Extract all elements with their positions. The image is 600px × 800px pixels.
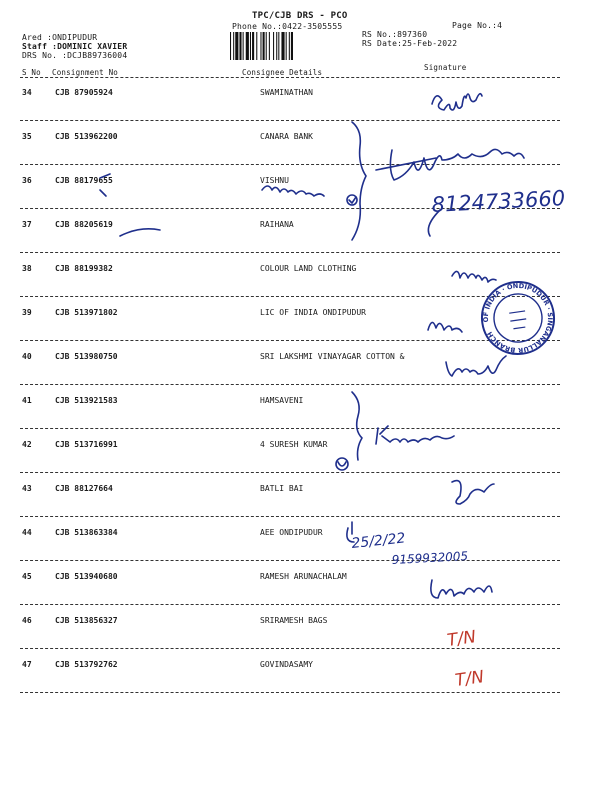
handwritten-phone-1: 8124733660 <box>431 186 566 217</box>
table-row <box>0 432 600 476</box>
row-sno: 37 <box>22 220 32 229</box>
row-sno: 34 <box>22 88 32 97</box>
row-consignment: CJB 513980750 <box>55 352 118 361</box>
row-consignment: CJB 513792762 <box>55 660 118 669</box>
row-sno: 41 <box>22 396 32 405</box>
row-sno: 40 <box>22 352 32 361</box>
phone-number: Phone No.:0422-3505555 <box>232 22 343 31</box>
row-consignee: SRI LAKSHMI VINAYAGAR COTTON & <box>260 352 405 361</box>
row-divider <box>20 340 560 341</box>
row-divider <box>20 164 560 165</box>
area-label: Ared :ONDIPUDUR <box>22 33 98 42</box>
row-consignee: CANARA BANK <box>260 132 313 141</box>
row-consignment: CJB 513921583 <box>55 396 118 405</box>
red-initials-row-47: T/N <box>453 667 486 691</box>
row-divider <box>20 692 560 693</box>
row-consignee: SWAMINATHAN <box>260 88 313 97</box>
row-divider <box>20 252 560 253</box>
table-row <box>0 80 600 124</box>
red-initials-row-46: T/N <box>445 627 478 651</box>
row-divider <box>20 560 560 561</box>
table-row <box>0 168 600 212</box>
col-header-consignment: Consignment No <box>52 68 119 77</box>
row-sno: 42 <box>22 440 32 449</box>
handwritten-date: 25/2/22 <box>350 530 407 552</box>
row-sno: 45 <box>22 572 32 581</box>
row-divider <box>20 472 560 473</box>
table-row <box>0 520 600 564</box>
table-row <box>0 344 600 388</box>
row-consignee: VISHNU <box>260 176 289 185</box>
drs-number: DRS No. :DCJB89736004 <box>22 51 128 60</box>
row-consignee: COLOUR LAND CLOTHING <box>260 264 357 273</box>
page-number: Page No.:4 <box>452 21 503 30</box>
col-header-sno: S No <box>22 68 41 77</box>
row-consignee: BATLI BAI <box>260 484 304 493</box>
row-consignment: CJB 513940680 <box>55 572 118 581</box>
row-consignee: HAMSAVENI <box>260 396 304 405</box>
row-consignment: CJB 513863384 <box>55 528 118 537</box>
row-divider <box>20 120 560 121</box>
col-header-consignee: Consignee Details <box>242 68 323 77</box>
header-divider <box>20 77 560 78</box>
row-consignment: CJB 88199382 <box>55 264 113 273</box>
row-divider <box>20 516 560 517</box>
table-row <box>0 476 600 520</box>
svg-text:OF INDIA · ONDIPUDUR · SINGANA: OF INDIA · ONDIPUDUR · SINGANALLUR BRANCH <box>481 281 555 355</box>
col-header-signature: Signature <box>424 63 467 72</box>
barcode <box>230 32 356 60</box>
table-row <box>0 608 600 652</box>
row-consignment: CJB 88205619 <box>55 220 113 229</box>
row-divider <box>20 296 560 297</box>
handwritten-phone-2: 9159932005 <box>391 549 469 567</box>
staff-label: Staff :DOMINIC XAVIER <box>22 42 128 51</box>
table-row <box>0 212 600 256</box>
table-row <box>0 652 600 696</box>
row-consignment: CJB 88179655 <box>55 176 113 185</box>
table-row <box>0 388 600 432</box>
row-consignment: CJB 513716991 <box>55 440 118 449</box>
table-row <box>0 564 600 608</box>
row-consignment: CJB 513856327 <box>55 616 118 625</box>
document-title: TPC/CJB DRS - PCO <box>252 11 348 21</box>
row-divider <box>20 428 560 429</box>
row-sno: 47 <box>22 660 32 669</box>
row-consignee: SRIRAMESH BAGS <box>260 616 328 625</box>
rs-number: RS No.:897360 <box>362 30 428 39</box>
row-sno: 43 <box>22 484 32 493</box>
table-row <box>0 124 600 168</box>
row-consignee: AEE ONDIPUDUR <box>260 528 323 537</box>
row-divider <box>20 648 560 649</box>
row-sno: 35 <box>22 132 32 141</box>
table-row <box>0 256 600 300</box>
row-sno: 39 <box>22 308 32 317</box>
row-consignment: CJB 513962200 <box>55 132 118 141</box>
row-consignment: CJB 87905924 <box>55 88 113 97</box>
row-consignee: GOVINDASAMY <box>260 660 313 669</box>
table-row <box>0 300 600 344</box>
row-consignment: CJB 88127664 <box>55 484 113 493</box>
row-divider <box>20 604 560 605</box>
row-consignee: LIC OF INDIA ONDIPUDUR <box>260 308 366 317</box>
row-consignee: RAIHANA <box>260 220 294 229</box>
row-consignment: CJB 513971802 <box>55 308 118 317</box>
row-sno: 46 <box>22 616 32 625</box>
row-consignee: RAMESH ARUNACHALAM <box>260 572 347 581</box>
rs-date: RS Date:25-Feb-2022 <box>362 39 458 48</box>
row-divider <box>20 384 560 385</box>
row-sno: 44 <box>22 528 32 537</box>
row-sno: 36 <box>22 176 32 185</box>
row-consignee: 4 SURESH KUMAR <box>260 440 328 449</box>
row-sno: 38 <box>22 264 32 273</box>
row-divider <box>20 208 560 209</box>
